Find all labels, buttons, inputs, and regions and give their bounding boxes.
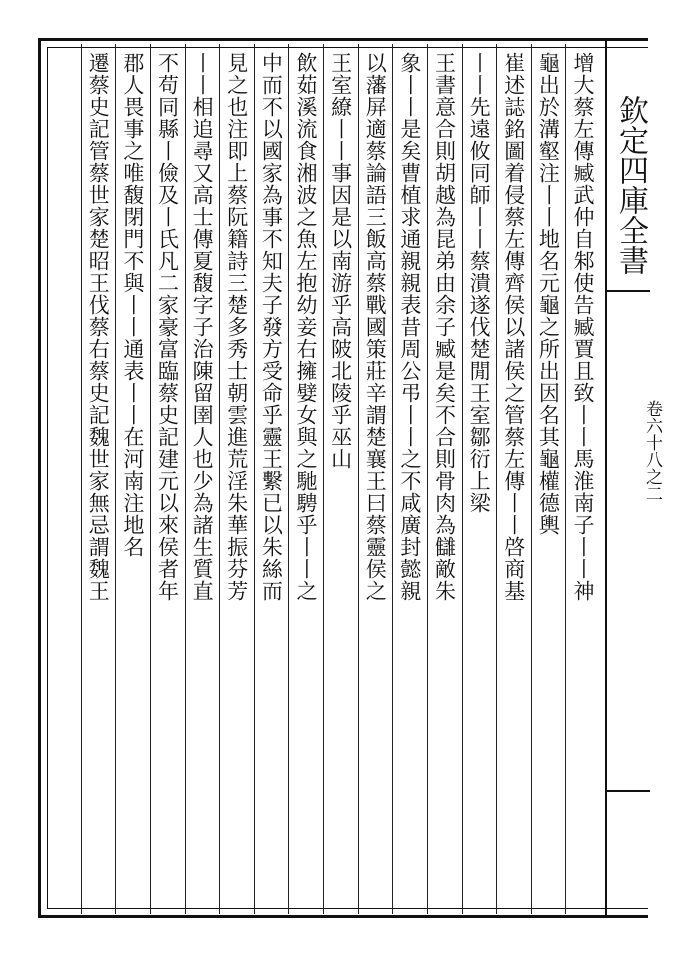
juan-label: 卷六十八之二 — [642, 400, 662, 502]
column-rule — [81, 44, 82, 914]
text-column: 崔述誌銘圖着侵蔡左傳齊侯以諸侯之管蔡左傳丨丨啓商基 — [501, 52, 526, 602]
text-column: 王室繚丨丨事因是以南游乎高陂北陵乎巫山 — [328, 52, 353, 470]
edition-title: 欽定四庫全書 — [613, 95, 648, 275]
text-column: 見之也注即上蔡阮籍詩三楚多秀士朝雲進荒淫朱華振芬芳 — [224, 52, 249, 602]
text-column: 郡人畏事之唯馥閉門不與丨丨通表丨丨在河南注地名 — [120, 52, 145, 558]
fold-band-tick — [605, 790, 650, 792]
column-rule — [115, 44, 116, 914]
text-column: 增大蔡左傳臧武仲自邾使告臧賈且致丨丨馬淮南子丨丨神 — [571, 52, 595, 602]
text-column: 遷蔡史記管蔡世家楚昭王伐蔡右蔡史記魏世家無忌謂魏王 — [86, 52, 111, 602]
text-column: 丨丨相追尋又高士傳夏馥字子治陳留圉人也少為諸生質直 — [190, 52, 215, 602]
text-column: 龜出於溝壑注丨丨地名元龜之所出因名其龜權德輿 — [536, 52, 561, 536]
fold-band-line — [605, 38, 607, 918]
text-column: 王書意合則胡越為昆弟由余子臧是矣不合則骨肉為讎敵朱 — [432, 52, 457, 602]
text-column: 象丨丨是矣曹植求通親親表昔周公弔丨丨之不咸廣封懿親 — [397, 52, 422, 602]
text-column: 丨丨先遠攸同師丨丨蔡潰遂伐楚閒王室鄒衍上梁 — [467, 52, 492, 514]
text-column: 中而不以國家為事不知夫子發方受命乎靈王繫已以朱絲而 — [259, 52, 284, 602]
text-column: 飲茹溪流食湘波之魚左抱幼妾右擁嬖女與之馳騁乎丨丨之 — [294, 52, 318, 602]
text-column: 不苟同縣丨儉及丨氏凡二家豪富臨蔡史記建元以來侯者年 — [155, 52, 180, 602]
text-column: 以藩屏適蔡論語三飯高蔡戰國策莊辛謂楚襄王曰蔡靈侯之 — [363, 52, 388, 602]
inner-border-top — [47, 47, 648, 48]
inner-border-left — [47, 47, 48, 909]
